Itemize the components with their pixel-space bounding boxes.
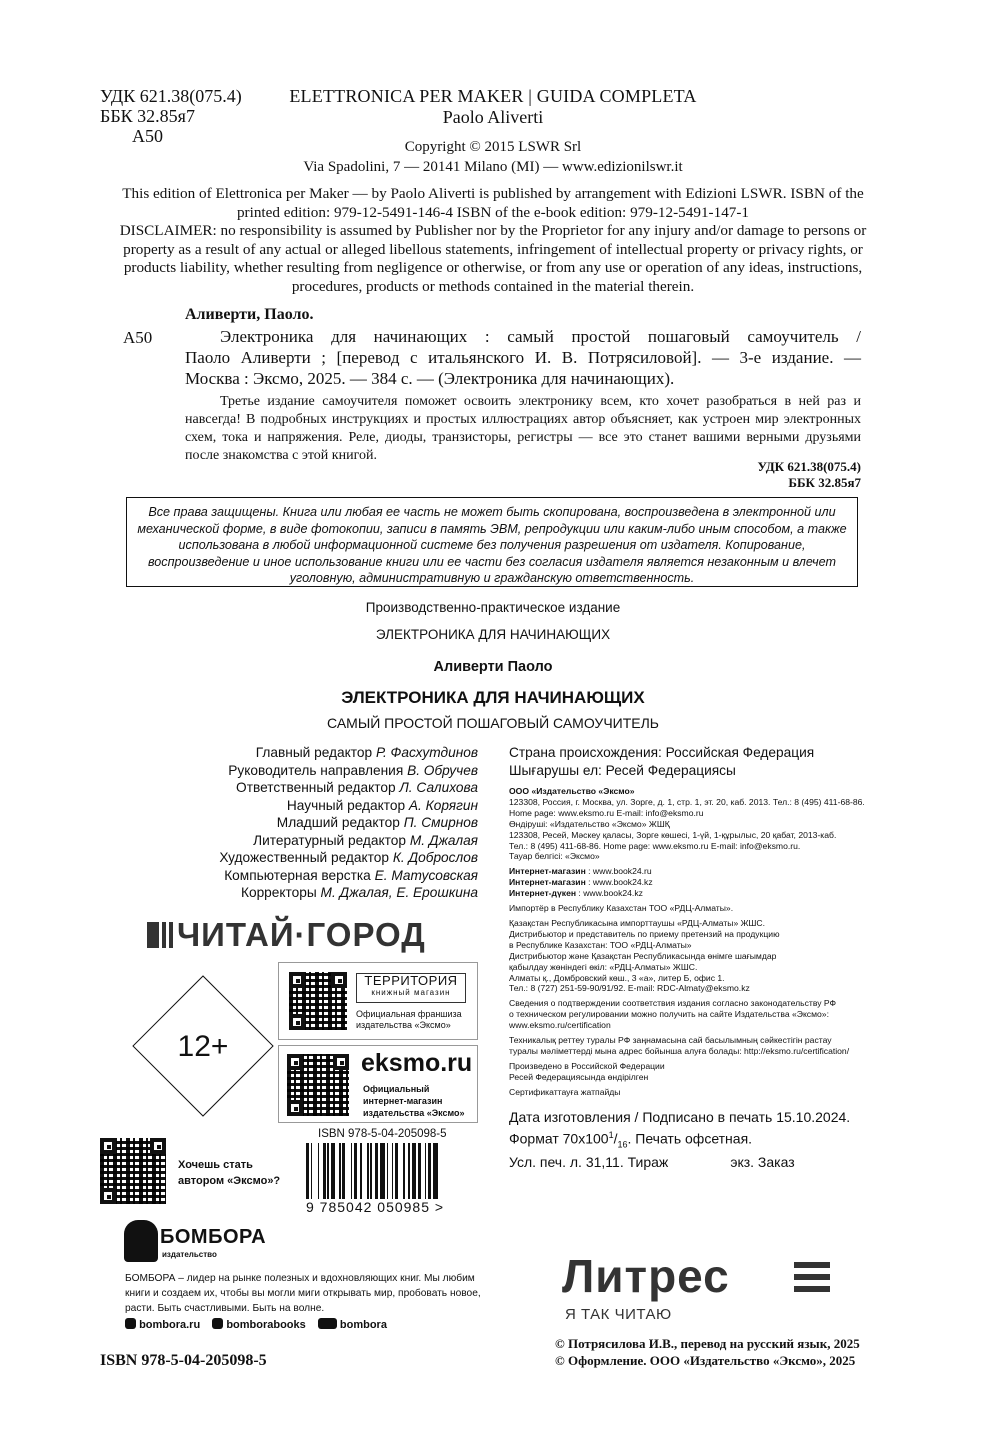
eksmo-site: eksmo.ru [361,1049,473,1077]
publisher-info-line: Сведения о подтверждении соответствия издания согласно законодательству РФ [509,998,837,1009]
bombora-logo: БОМБОРА [160,1226,267,1248]
publisher-info-line: Алматы қ., Домбровский көш., 3 «а», литер Б, офис 1. [509,972,725,983]
barcode-bar [408,1143,410,1199]
edition-note: This edition of Elettronica per Maker — by Paolo Aliverti is published by arrangement with Edizioni LSWR. ISBN of the printed edition: 979-12-5491-146-4 ISBN of the e-book edition: 979-12-5491-147-1 [122,185,864,221]
eksmo-shop-text: Официальный интернет-магазин издательства «Эксмо» [363,1084,465,1118]
barcode-bar [318,1143,320,1199]
bbk: ББК 32.85я7 [100,106,195,126]
publisher-info [509,786,899,1098]
bombora-vk[interactable]: bomborabooks [226,1319,306,1331]
country-origin-kz: Шығарушы ел: Ресей Федерациясы [509,762,736,778]
series-name: ЭЛЕКТРОНИКА ДЛЯ НАЧИНАЮЩИХ [375,627,611,642]
barcode-bar [412,1143,417,1199]
barcode-bar [311,1143,313,1199]
print-run: Усл. печ. л. 31,11. Тираж экз. Заказ [509,1154,795,1171]
publisher-info-line: Произведено в Российской Федерации [509,1060,665,1071]
publisher-info-line: Ресей Федерациясында өндірілген [509,1071,649,1082]
catalog-line-3: Москва : Эксмо, 2025. — 384 с. — (Электроника для начинающих). [185,369,675,388]
barcode-bar [360,1143,362,1199]
publisher-info-line: Өндіруші: «Издательство «Эксмо» ЖШҚ [509,818,670,829]
publisher-info-line: Сертификаттауға жатпайды [509,1086,621,1097]
publisher-info-line: Интернет-магазин : www.book24.kz [509,877,653,888]
original-author: Paolo Aliverti [442,107,544,127]
imprint-subtitle: САМЫЙ ПРОСТОЙ ПОШАГОВЫЙ САМОУЧИТЕЛЬ [327,715,659,731]
catalog-bbk: ББК 32.85я7 [788,475,861,490]
publisher-info-line: Интернет-магазин : www.book24.ru [509,866,652,877]
print-format: Формат $70x100^1/_{16}$. Печать офсетная. [509,1130,753,1150]
publisher-info-line: Қазақстан Республикасына импорттаушы «РДЦ-Алматы» ЖШС. [509,917,766,928]
edition-type: Производственно-практическое издание [365,600,621,615]
staff-line: Главный редактор Р. Фасхутдинов [255,745,478,760]
barcode-bar [387,1143,389,1199]
publisher-info-line: Дистрибьютор және Қазақстан Республикасында өнімге шағымдар [509,950,777,961]
catalog-code: А50 [132,126,163,146]
litres-slogan: Я ТАК ЧИТАЮ [565,1306,672,1323]
barcode-bar [395,1143,398,1199]
barcode-bars [306,1143,474,1199]
barcode-bar [428,1143,431,1199]
country-origin: Страна происхождения: Российская Федерация [509,745,815,760]
catalog-indexes [620,459,861,491]
annotation: Третье издание самоучителя поможет освоить электронику всем, кто хочет разобраться в ней раз и навсегда! В подробных инструкциях и простых иллюстрациях автор объясняет, как устроен мир электронных схем, тока и напряжения. Реле, диоды, транзисторы, регистры — все это станет вашими верными друзьями после знакомства с этой книгой. [185,394,861,463]
publisher-info-line: Дистрибьютор и представитель по приему претензий на продукцию [509,928,780,939]
barcode-bar [331,1143,336,1199]
staff-line: Научный редактор А. Корягин [286,797,478,813]
barcode-bar [342,1143,345,1199]
age-rating: 12+ [177,1030,229,1063]
isbn: ISBN 978-5-04-205098-5 [100,1352,267,1369]
staff-line: Корректоры М. Джалая, Е. Ерошкина [240,885,478,900]
staff-line: Литературный редактор М. Джалая [253,832,478,848]
bombora-logo-icon [124,1220,158,1262]
litres-menu-icon [794,1262,830,1294]
publisher-info-line: Тел.: 8 (495) 411-68-86. Home page: www.eksmo.ru E-mail: info@eksmo.ru. [509,840,801,851]
udk: УДК 621.38(075.4) [100,86,242,106]
barcode-bar [392,1143,394,1199]
staff-line: Художественный редактор К. Доброслов [219,850,478,865]
barcode-bar [403,1143,405,1199]
publisher-info-line: ООО «Издательство «Эксмо» [509,786,635,796]
disclaimer: DISCLAIMER: no responsibility is assumed by Publisher nor by the Proprietor for any injury and/or damage to persons or property as a result of any actual or alleged libellous statements, infringement of intellectual property or privacy rights, or products liability, whether resulting from negligence or otherwise, or from any use or operation of any ideas, instructions, procedures, products or methods contained in the material therein. [119,222,867,295]
catalog-description [185,326,861,389]
staff-line: Ответственный редактор Л. Салихова [236,780,478,795]
design-copyright: © Оформление. ООО «Издательство «Эксмо», 2025 [555,1353,856,1368]
country-block [509,744,814,779]
bombora-site[interactable]: bombora.ru [139,1319,201,1331]
litres-logo: Литрес [562,1250,730,1302]
barcode-digits: 9 785042 050985 > [306,1199,445,1215]
chitai-gorod-mark [147,922,159,948]
barcode-isbn: ISBN 978-5-04-205098-5 [318,1128,447,1140]
barcode-bar [418,1143,421,1199]
barcode [306,1128,476,1218]
barcode-bar [351,1143,353,1199]
become-author-text: Хочешь стать автором «Эксмо»? [178,1159,281,1187]
territoria-logo: ТЕРРИТОРИЯ книжный магазин [356,973,466,1003]
barcode-bar [370,1143,372,1199]
publisher-info-line: Тауар белгісі: «Эксмо» [509,851,600,862]
original-title-block [265,86,721,128]
rights-notice [126,497,858,587]
barcode-bar [354,1143,357,1199]
eksmo-shop-panel [278,1045,478,1123]
publisher-info-line: в Республике Казахстан: ТОО «РДЦ-Алматы» [509,939,692,950]
bombora-social[interactable]: bombora [339,1319,387,1331]
publisher-address: Via Spadolini, 7 — 20141 Milano (MI) — www.edizionilswr.it [303,159,683,175]
barcode-bar [339,1143,341,1199]
barcode-bar [375,1143,378,1199]
copyright-block [200,137,786,177]
publisher-info-line: Тел.: 8 (727) 251-59-90/91/92. E-mail: RDC-Almaty@eksmo.kz [509,983,750,994]
imprint-author: Аливерти Паоло [433,659,553,675]
catalog-code-2: А50 [123,328,153,347]
staff-list [150,744,478,902]
catalog-udk: УДК 621.38(075.4) [757,459,861,474]
bombora-text: БОМБОРА – лидер на рынке полезных и вдохновляющих книг. Мы любим книги и создаем их, чтобы вы могли миги открывать мир, пробовать новое, расти. Быть счастливыми. Быть на волне. [125,1273,481,1314]
catalog-line-1: Электроника для начинающих : самый простой пошаговый самоучитель / [220,327,861,346]
catalog-line-2: Паоло Аливерти ; [перевод с итальянского И. В. Потрясиловой]. — 3-е издание. — [185,348,861,367]
barcode-bar [433,1143,438,1199]
publisher-info-line: о техническом регулировании можно получить на сайте Издательства «Эксмо»: [509,1009,829,1020]
globe-icon [125,1318,136,1329]
barcode-bar [323,1143,326,1199]
publisher-info-line: 123308, Россия, г. Москва, ул. Зорге, д. 1, стр. 1, эт. 20, каб. 2013. Тел.: 8 (495) 411-68-86. [509,796,865,807]
publisher-info-line: www.eksmo.ru/certification [509,1020,611,1031]
copyright-notices [555,1335,860,1369]
barcode-bar [380,1143,385,1199]
publisher-info-line: Импортёр в Республику Казахстан ТОО «РДЦ-Алматы». [509,903,734,914]
staff-line: Компьютерная верстка Е. Матусовская [224,867,478,883]
social-icons [318,1318,337,1329]
copyright: Copyright © 2015 LSWR Srl [404,139,582,155]
imprint-title: ЭЛЕКТРОНИКА ДЛЯ НАЧИНАЮЩИХ [341,688,645,707]
franchise-text: Официальная франшиза издательства «Эксмо» [356,1009,462,1030]
publisher-info-line: Home page: www.eksmo.ru E-mail: info@eksmo.ru [509,807,704,818]
chitai-gorod-text: ЧИТАЙ·ГОРОД [177,916,426,953]
staff-line: Руководитель направления В. Обручев [228,762,478,778]
bombora-links [125,1318,387,1331]
publisher-info-line: туралы мәліметтерді мына адрес бойынша алуға болады: http://eksmo.ru/certification/ [509,1045,850,1056]
catalog-author: Аливерти, Паоло. [185,306,314,323]
territoria-panel [278,962,478,1040]
barcode-bar [327,1143,329,1199]
barcode-bar [425,1143,427,1199]
barcode-bar [367,1143,369,1199]
translation-copyright: © Потрясилова И.В., перевод на русский язык, 2025 [555,1336,860,1351]
edition-note-block [118,185,868,296]
staff-line: Младший редактор П. Смирнов [276,815,478,830]
chitai-gorod-logo [147,918,477,952]
original-title: ELETTRONICA PER MAKER | GUIDA COMPLETA [289,86,697,106]
print-info [509,1108,850,1171]
bombora-sub: издательство [162,1250,217,1259]
print-date: Дата изготовления / Подписано в печать 15.10.2024. [509,1109,851,1125]
publisher-info-line: қабылдау жөніндегі өкіл: «РДЦ-Алматы» ЖШС. [509,961,698,972]
publisher-info-line: 123308, Ресей, Мәскеу қаласы, Зорге көшесі, 1-үй, 1-құрылыс, 20 қабат, 2013-каб. [509,829,837,840]
rights-text: Все права защищены. Книга или любая ее часть не может быть скопирована, воспроизведена в электронной или механической форме, в виде фотокопии, записи в память ЭВМ, репродукции или каким-либо иным способом, а также использована в любой информационной системе без получения разрешения от издателя. Копирование, воспроизведение и иное использование книги или ее части без согласия издателя является незаконным и влечет уголовную, административную и гражданскую ответственность. [137,505,847,585]
publisher-info-line: Техникалық реттеу туралы РФ заңнамасына сай басылымның сәйкестігін растау [509,1035,832,1046]
publisher-info-line: Интернет-дүкен : www.book24.kz [509,888,643,899]
barcode-bar [306,1143,309,1199]
vk-icon [212,1318,223,1329]
